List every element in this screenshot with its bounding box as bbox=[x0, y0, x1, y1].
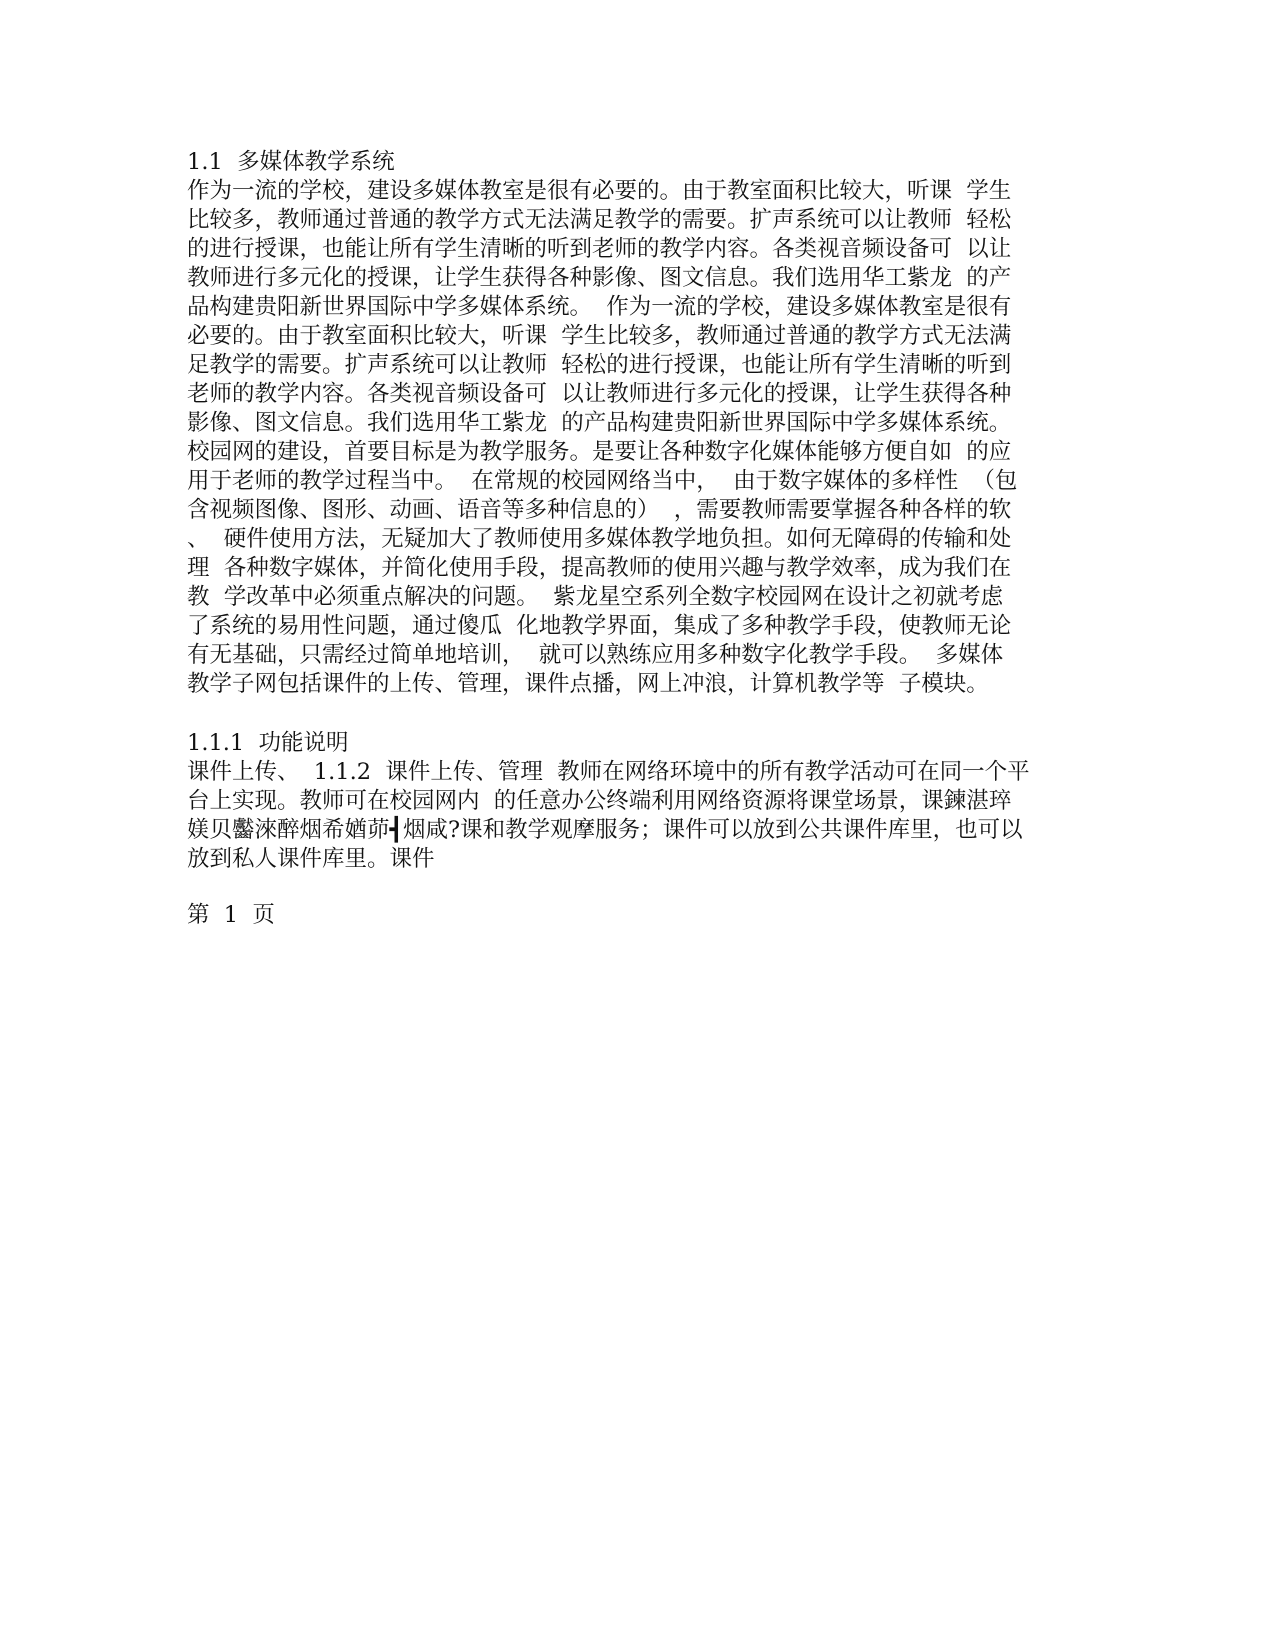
paragraph-line: 老师的教学内容。各类视音频设备可 以让教师进行多元化的授课，让学生获得各种 bbox=[187, 381, 1012, 407]
paragraph-line: 媄贝齾淶醉烟希媨茆┫烟咸?课和教学观摩服务；课件可以放到公共课件库里，也可以 bbox=[187, 817, 1023, 843]
paragraph-line: 必要的。由于教室面积比较大，听课 学生比较多，教师通过普通的教学方式无法满 bbox=[187, 323, 1012, 349]
paragraph-spacer bbox=[187, 874, 1087, 901]
paragraph-line: 影像、图文信息。我们选用华工紫龙 的产品构建贵阳新世界国际中学多媒体系统。 bbox=[187, 410, 1012, 436]
paragraph-spacer bbox=[187, 699, 1087, 729]
document-body bbox=[187, 148, 1087, 930]
paragraph-line: 理 各种数字媒体，并简化使用手段，提高教师的使用兴趣与教学效率，成为我们在 bbox=[187, 555, 1012, 581]
paragraph-line: 的进行授课，也能让所有学生清晰的听到老师的教学内容。各类视音频设备可 以让 bbox=[187, 236, 1012, 262]
paragraph-line: 教 学改革中必须重点解决的问题。 紫龙星空系列全数字校园网在设计之初就考虑 bbox=[187, 584, 1004, 610]
paragraph-line: 品构建贵阳新世界国际中学多媒体系统。 作为一流的学校，建设多媒体教室是很有 bbox=[187, 294, 1012, 320]
paragraph-line: 课件上传、 1.1.2 课件上传、管理 教师在网络环境中的所有教学活动可在同一个平 bbox=[187, 759, 1030, 785]
paragraph-line: 足教学的需要。扩声系统可以让教师 轻松的进行授课，也能让所有学生清晰的听到 bbox=[187, 352, 1012, 378]
section-heading-1-1: 1.1 多媒体教学系统 bbox=[187, 149, 395, 175]
paragraph-line: 有无基础，只需经过简单地培训， 就可以熟练应用多种数字化教学手段。 多媒体 bbox=[187, 642, 1004, 668]
paragraph-line: 放到私人课件库里。课件 bbox=[187, 846, 435, 872]
page-number: 第 1 页 bbox=[187, 902, 275, 928]
paragraph-line: 比较多，教师通过普通的教学方式无法满足教学的需要。扩声系统可以让教师 轻松 bbox=[187, 207, 1012, 233]
paragraph-line: 用于老师的教学过程当中。 在常规的校园网络当中， 由于数字媒体的多样性 （包 bbox=[187, 468, 1018, 494]
paragraph-line: 、 硬件使用方法，无疑加大了教师使用多媒体教学地负担。如何无障碍的传输和处 bbox=[187, 526, 1012, 552]
paragraph-line: 含视频图像、图形、动画、语音等多种信息的） ，需要教师需要掌握各种各样的软 bbox=[187, 497, 1012, 523]
section-heading-1-1-1: 1.1.1 功能说明 bbox=[187, 730, 349, 756]
paragraph-line: 台上实现。教师可在校园网内 的任意办公终端利用网络资源将课堂场景，课鍊湛琗 bbox=[187, 788, 1012, 814]
paragraph-multimedia-system bbox=[187, 177, 1087, 699]
paragraph-line: 教学子网包括课件的上传、管理，课件点播，网上冲浪，计算机教学等 子模块。 bbox=[187, 671, 989, 697]
paragraph-line: 作为一流的学校，建设多媒体教室是很有必要的。由于教室面积比较大，听课 学生 bbox=[187, 178, 1012, 204]
paragraph-line: 了系统的易用性问题，通过傻瓜 化地教学界面，集成了多种教学手段，使教师无论 bbox=[187, 613, 1012, 639]
paragraph-function-description bbox=[187, 758, 1087, 874]
paragraph-line: 教师进行多元化的授课，让学生获得各种影像、图文信息。我们选用华工紫龙 的产 bbox=[187, 265, 1012, 291]
paragraph-line: 校园网的建设，首要目标是为教学服务。是要让各种数字化媒体能够方便自如 的应 bbox=[187, 439, 1012, 465]
